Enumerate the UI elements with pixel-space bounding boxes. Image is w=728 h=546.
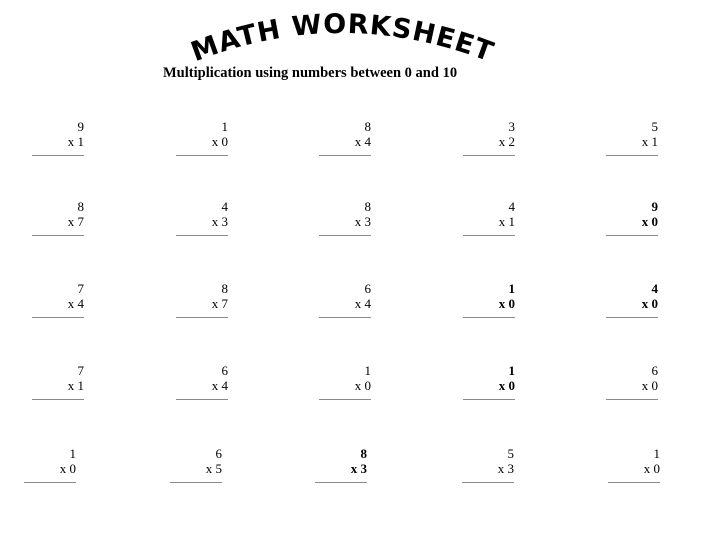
worksheet-title-path: MATH WORKSHEET bbox=[186, 8, 499, 69]
answer-line bbox=[176, 399, 228, 400]
problem-r4-c3 bbox=[319, 364, 371, 408]
problem-r4-c1 bbox=[32, 364, 84, 408]
problem-multiplier: x 1 bbox=[498, 214, 515, 229]
problem-top-number: 6 bbox=[651, 363, 658, 378]
answer-line bbox=[315, 482, 367, 483]
problem-multiplier: x 0 bbox=[59, 461, 76, 476]
problem-r5-c4 bbox=[462, 447, 514, 491]
answer-line bbox=[32, 317, 84, 318]
problem-top-number: 5 bbox=[651, 119, 658, 134]
problem-r2-c1 bbox=[32, 200, 84, 244]
problem-top-number: 8 bbox=[364, 199, 371, 214]
problem-top-number: 9 bbox=[651, 199, 658, 214]
answer-line bbox=[606, 155, 658, 156]
problem-r2-c2 bbox=[176, 200, 228, 244]
answer-line bbox=[319, 317, 371, 318]
problem-multiplier: x 0 bbox=[641, 214, 658, 229]
problem-r2-c3 bbox=[319, 200, 371, 244]
problem-multiplier: x 0 bbox=[498, 296, 515, 311]
problem-multiplier: x 7 bbox=[67, 214, 84, 229]
answer-line bbox=[463, 155, 515, 156]
problem-r2-c5 bbox=[606, 200, 658, 244]
problem-multiplier: x 3 bbox=[211, 214, 228, 229]
problem-r1-c5 bbox=[606, 120, 658, 164]
answer-line bbox=[319, 399, 371, 400]
answer-line bbox=[463, 235, 515, 236]
problem-top-number: 1 bbox=[653, 446, 660, 461]
problem-r5-c1 bbox=[24, 447, 76, 491]
answer-line bbox=[32, 399, 84, 400]
problem-r4-c5 bbox=[606, 364, 658, 408]
problem-top-number: 4 bbox=[221, 199, 228, 214]
problem-top-number: 7 bbox=[77, 363, 84, 378]
problem-multiplier: x 3 bbox=[350, 461, 367, 476]
problem-r3-c4 bbox=[463, 282, 515, 326]
problem-top-number: 1 bbox=[364, 363, 371, 378]
problem-top-number: 9 bbox=[77, 119, 84, 134]
problem-multiplier: x 0 bbox=[354, 378, 371, 393]
answer-line bbox=[463, 317, 515, 318]
answer-line bbox=[176, 235, 228, 236]
answer-line bbox=[606, 399, 658, 400]
problem-top-number: 4 bbox=[508, 199, 515, 214]
problem-multiplier: x 3 bbox=[354, 214, 371, 229]
problem-multiplier: x 2 bbox=[498, 134, 515, 149]
answer-line bbox=[319, 235, 371, 236]
problem-top-number: 8 bbox=[360, 446, 367, 461]
problem-multiplier: x 3 bbox=[497, 461, 514, 476]
problem-multiplier: x 4 bbox=[354, 296, 371, 311]
problem-multiplier: x 4 bbox=[211, 378, 228, 393]
answer-line bbox=[462, 482, 514, 483]
problem-top-number: 6 bbox=[215, 446, 222, 461]
problem-top-number: 1 bbox=[508, 363, 515, 378]
problem-r3-c2 bbox=[176, 282, 228, 326]
worksheet-title-text bbox=[187, 9, 498, 68]
problem-multiplier: x 0 bbox=[498, 378, 515, 393]
problem-top-number: 1 bbox=[221, 119, 228, 134]
problem-top-number: 8 bbox=[364, 119, 371, 134]
problem-multiplier: x 0 bbox=[211, 134, 228, 149]
problem-multiplier: x 5 bbox=[205, 461, 222, 476]
answer-line bbox=[606, 235, 658, 236]
problem-r1-c1 bbox=[32, 120, 84, 164]
problem-r1-c3 bbox=[319, 120, 371, 164]
problem-r3-c3 bbox=[319, 282, 371, 326]
problem-top-number: 4 bbox=[651, 281, 658, 296]
problem-multiplier: x 0 bbox=[643, 461, 660, 476]
problem-top-number: 8 bbox=[77, 199, 84, 214]
problem-top-number: 8 bbox=[221, 281, 228, 296]
problem-top-number: 3 bbox=[508, 119, 515, 134]
answer-line bbox=[176, 317, 228, 318]
answer-line bbox=[176, 155, 228, 156]
answer-line bbox=[32, 235, 84, 236]
problem-multiplier: x 4 bbox=[354, 134, 371, 149]
problem-multiplier: x 4 bbox=[67, 296, 84, 311]
answer-line bbox=[606, 317, 658, 318]
answer-line bbox=[170, 482, 222, 483]
answer-line bbox=[463, 399, 515, 400]
problem-top-number: 6 bbox=[364, 281, 371, 296]
problem-multiplier: x 1 bbox=[67, 134, 84, 149]
problem-r4-c4 bbox=[463, 364, 515, 408]
problem-r4-c2 bbox=[176, 364, 228, 408]
problem-top-number: 1 bbox=[508, 281, 515, 296]
problem-multiplier: x 1 bbox=[641, 134, 658, 149]
answer-line bbox=[608, 482, 660, 483]
problem-multiplier: x 0 bbox=[641, 378, 658, 393]
answer-line bbox=[319, 155, 371, 156]
answer-line bbox=[32, 155, 84, 156]
problem-top-number: 5 bbox=[507, 446, 514, 461]
worksheet-subtitle: Multiplication using numbers between 0 and 10 bbox=[163, 65, 458, 81]
problem-r3-c1 bbox=[32, 282, 84, 326]
problem-r1-c2 bbox=[176, 120, 228, 164]
problem-multiplier: x 1 bbox=[67, 378, 84, 393]
problem-top-number: 6 bbox=[221, 363, 228, 378]
problem-r5-c3 bbox=[315, 447, 367, 491]
problem-top-number: 7 bbox=[77, 281, 84, 296]
problem-multiplier: x 0 bbox=[641, 296, 658, 311]
problem-top-number: 1 bbox=[69, 446, 76, 461]
answer-line bbox=[24, 482, 76, 483]
problem-r5-c5 bbox=[608, 447, 660, 491]
problem-r1-c4 bbox=[463, 120, 515, 164]
problem-multiplier: x 7 bbox=[211, 296, 228, 311]
problem-r2-c4 bbox=[463, 200, 515, 244]
problem-r5-c2 bbox=[170, 447, 222, 491]
problem-r3-c5 bbox=[606, 282, 658, 326]
